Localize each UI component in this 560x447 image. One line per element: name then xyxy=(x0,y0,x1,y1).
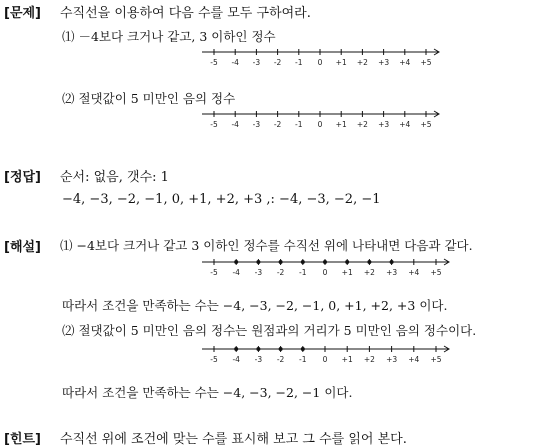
tick-label: +3 xyxy=(386,268,398,277)
tick-label: -2 xyxy=(273,120,282,129)
tick-label: -4 xyxy=(232,355,240,364)
tick-label: -5 xyxy=(210,120,218,129)
marked-point xyxy=(301,347,305,351)
tick-label: +5 xyxy=(420,58,432,67)
marked-point xyxy=(279,347,283,351)
solution-part1: ⑴ −4보다 크거나 같고 3 이하인 정수를 수직선 위에 나타내면 다음과 같다. xyxy=(60,238,473,253)
tick-label: -4 xyxy=(232,268,240,277)
tick-label: +4 xyxy=(408,268,420,277)
problem-part1: ⑴ －4보다 크거나 같고, 3 이하인 정수 xyxy=(62,29,276,44)
answer-tag: [정답] xyxy=(4,170,41,185)
tick-label: +2 xyxy=(363,355,375,364)
tick-label: +1 xyxy=(341,355,353,364)
hint-text: 수직선 위에 조건에 맞는 수를 표시해 보고 그 수를 읽어 본다. xyxy=(60,432,407,447)
marked-point xyxy=(279,260,283,264)
tick-label: -1 xyxy=(299,268,307,277)
tick-label: +1 xyxy=(335,58,347,67)
problem-tag: [문제] xyxy=(4,6,41,21)
tick-label: 0 xyxy=(317,58,323,67)
marked-point xyxy=(256,260,260,264)
number-line-solution-1 xyxy=(200,254,450,280)
tick-label: -5 xyxy=(210,355,218,364)
problem-statement: 수직선을 이용하여 다음 수를 모두 구하여라. xyxy=(60,6,311,21)
tick-label: +2 xyxy=(363,268,375,277)
tick-label: 0 xyxy=(317,120,323,129)
tick-label: -4 xyxy=(231,58,239,67)
solution-tag: [해설] xyxy=(4,240,41,255)
tick-label: -3 xyxy=(252,58,261,67)
marked-point xyxy=(256,347,260,351)
tick-label: 0 xyxy=(322,355,328,364)
tick-label: -1 xyxy=(295,120,303,129)
tick-label: -2 xyxy=(273,58,282,67)
tick-label: -5 xyxy=(210,58,218,67)
answer-line2: −4, −3, −2, −1, 0, +1, +2, +3 ,: −4, −3, −2, −1 xyxy=(62,192,381,207)
tick-label: -1 xyxy=(295,58,303,67)
marked-point xyxy=(390,260,394,264)
tick-label: 0 xyxy=(322,268,328,277)
tick-label: -2 xyxy=(276,355,285,364)
marked-point xyxy=(367,260,371,264)
marked-point xyxy=(234,347,238,351)
tick-label: +1 xyxy=(335,120,347,129)
tick-label: +2 xyxy=(356,58,368,67)
tick-label: +3 xyxy=(378,58,390,67)
tick-label: -1 xyxy=(299,355,307,364)
solution-conclusion1: 따라서 조건을 만족하는 수는 −4, −3, −2, −1, 0, +1, +2, +3 이다. xyxy=(62,298,448,313)
tick-label: -3 xyxy=(252,120,261,129)
tick-label: +5 xyxy=(430,268,442,277)
marked-point xyxy=(234,260,238,264)
tick-label: -5 xyxy=(210,268,218,277)
number-line-solution-2 xyxy=(200,341,450,367)
hint-tag: [힌트] xyxy=(4,432,41,447)
tick-label: -4 xyxy=(231,120,239,129)
tick-label: -2 xyxy=(276,268,285,277)
number-line-problem-1 xyxy=(200,44,440,70)
solution-conclusion2: 따라서 조건을 만족하는 수는 −4, −3, −2, −1 이다. xyxy=(62,385,353,400)
problem-part2: ⑵ 절댓값이 5 미만인 음의 정수 xyxy=(62,91,236,106)
tick-label: +5 xyxy=(420,120,432,129)
marked-point xyxy=(301,260,305,264)
solution-part2: ⑵ 절댓값이 5 미만인 음의 정수는 원점과의 거리가 5 미만인 음의 정수이다. xyxy=(62,323,477,338)
marked-point xyxy=(345,260,349,264)
tick-label: -3 xyxy=(254,355,263,364)
tick-label: +1 xyxy=(341,268,353,277)
tick-label: +4 xyxy=(399,58,411,67)
tick-label: +2 xyxy=(356,120,368,129)
number-line-problem-2 xyxy=(200,106,440,132)
tick-label: +4 xyxy=(408,355,420,364)
tick-label: +3 xyxy=(378,120,390,129)
tick-label: +5 xyxy=(430,355,442,364)
answer-line1: 순서: 없음, 갯수: 1 xyxy=(60,170,169,185)
tick-label: +4 xyxy=(399,120,411,129)
tick-label: +3 xyxy=(386,355,398,364)
tick-label: -3 xyxy=(254,268,263,277)
marked-point xyxy=(323,260,327,264)
